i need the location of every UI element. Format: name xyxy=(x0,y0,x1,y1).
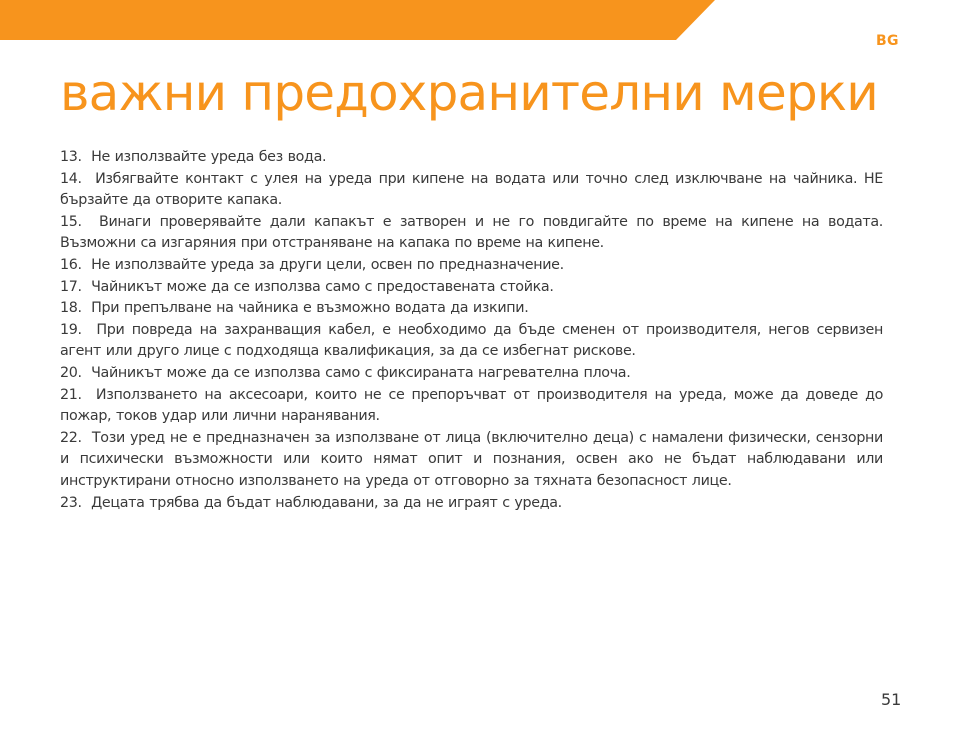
item-number: 15. xyxy=(60,213,82,230)
list-item xyxy=(60,147,883,169)
item-number: 21. xyxy=(60,386,82,403)
item-text: Използването на аксесоари, които не се препоръчват от производителя на уреда, може да доведе до пожар, токов удар или лични наранявания. xyxy=(60,386,884,425)
list-item xyxy=(60,298,883,320)
language-code: BG xyxy=(876,33,899,49)
item-number: 18. xyxy=(60,300,82,317)
item-text: Не използвайте уреда без вода. xyxy=(91,149,327,165)
list-item xyxy=(60,169,883,212)
item-number: 23. xyxy=(60,494,82,511)
list-item xyxy=(60,320,883,363)
list-item xyxy=(60,255,883,277)
list-item xyxy=(60,493,883,515)
item-number: 16. xyxy=(60,256,82,273)
item-number: 20. xyxy=(60,364,82,381)
item-text: При повреда на захранващия кабел, е необходимо да бъде сменен от производителя, негов сервизен агент или друго лице с подходяща квалификация, за да се избегнат рисковe. xyxy=(60,321,883,360)
item-number: 13. xyxy=(60,149,82,165)
safety-instructions-list xyxy=(60,147,883,514)
page-number: 51 xyxy=(881,690,902,709)
list-item xyxy=(60,212,883,255)
item-text: Не използвайте уреда за други цели, освен по предназначение. xyxy=(91,256,564,273)
item-number: 17. xyxy=(60,278,82,295)
item-text: Децата трябва да бъдат наблюдавани, за да не играят с уреда. xyxy=(91,494,562,511)
page-title: важни предохранителни мерки xyxy=(60,64,878,122)
item-text: Чайникът може да се използва само с предоставената стойка. xyxy=(91,278,554,295)
header-banner xyxy=(0,0,715,40)
list-item xyxy=(60,428,883,493)
item-text: При препълване на чайника е възможно водата да изкипи. xyxy=(91,300,529,317)
item-text: Чайникът може да се използва само с фиксираната нагревателна плоча. xyxy=(91,364,631,381)
list-item xyxy=(60,385,883,428)
item-number: 22. xyxy=(60,429,82,446)
item-number: 19. xyxy=(60,321,82,338)
item-text: Винаги проверявайте дали капакът е затворен и не го повдигайте по време на кипене на водата. Възможни са изгаряния при отстраняване на капака по време на кипене. xyxy=(60,213,883,252)
item-text: Избягвайте контакт с улея на уреда при кипене на водата или точно след изключване на чайника. НЕ бързайте да отворите капака. xyxy=(60,170,883,209)
item-number: 14. xyxy=(60,170,82,187)
list-item xyxy=(60,277,883,299)
item-text: Този уред не е предназначен за използване от лица (включително деца) с намалени физически, сензорни и психически възможности или които нямат опит и познания, освен ако не бъдат наблюдавани или инструктирани относно използването на уреда от отговорно за тяхната безопасност лице. xyxy=(60,429,883,489)
list-item xyxy=(60,363,883,385)
